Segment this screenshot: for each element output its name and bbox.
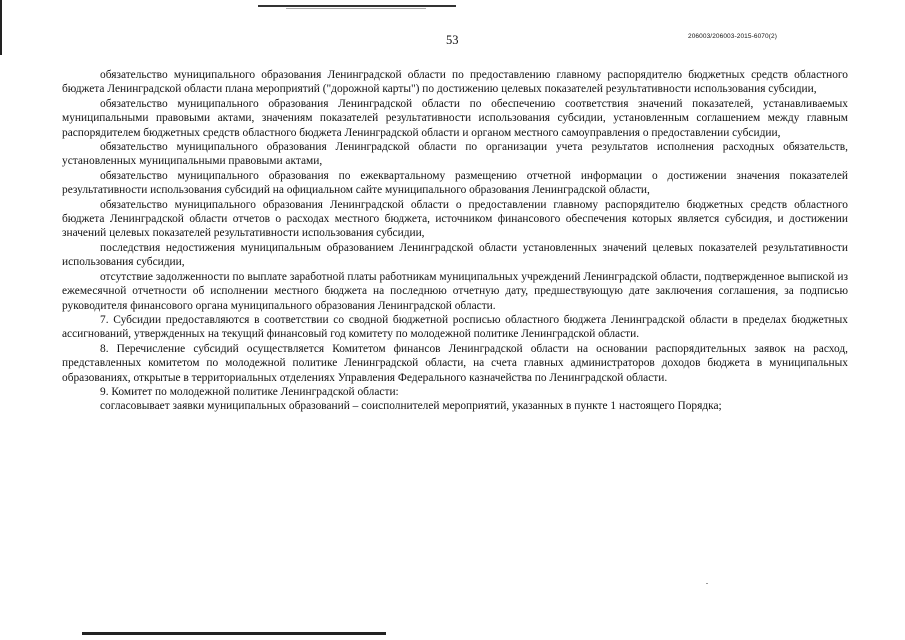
paragraph-item-9: 9. Комитет по молодежной политике Ленинградской области: bbox=[100, 385, 399, 398]
scan-speck bbox=[706, 583, 708, 584]
paragraph-roadmap-obligation: обязательство муниципального образования Ленинградской области по предоставлению главному распорядителю бюджетных средств областного бюджета Ленинградской области плана мероприятий ("дорожной карты") по достижению целевых показателей результативности использования субсидии, bbox=[62, 69, 848, 96]
paragraph-no-wage-arrears: отсутствие задолженности по выплате заработной платы работникам муниципальных учреждений Ленинградской области, подтвержденное выпиской из ежемесячной отчетности об исполнении местного бюджета на последнюю отчетную дату, предшествующую дате заключения соглашения, за подписью руководителя финансового органа муниципального образования Ленинградской области. bbox=[62, 270, 848, 312]
scan-bottom-rule bbox=[82, 632, 386, 635]
paragraph-item-8: 8. Перечисление субсидий осуществляется Комитетом финансов Ленинградской области на основании распорядительных заявок на расход, представленных комитетом по молодежной политике Ленинградской области, на счета главных администраторов доходов бюджета в муниципальных образованиях, открытые в территориальных отделениях Управления Федерального казначейства по Ленинградской области. bbox=[62, 342, 848, 384]
page-number: 53 bbox=[446, 33, 459, 47]
paragraph-indicator-compliance: обязательство муниципального образования Ленинградской области по обеспечению соответствия значений показателей, устанавливаемых муниципальными правовыми актами, значениям показателей результативности использования субсидии, установленным соглашением между главным распорядителем бюджетных средств областного бюджета Ленинградской области и органом местного самоуправления о предоставлении субсидии, bbox=[62, 97, 848, 139]
paragraph-quarterly-publication: обязательство муниципального образования по ежеквартальному размещению отчетной информации о достижении значения показателей результативности использования субсидий на официальном сайте муниципального образования Ленинградской области, bbox=[62, 169, 848, 197]
scan-top-rule bbox=[258, 5, 456, 7]
paragraph-reporting-obligation: обязательство муниципального образования Ленинградской области о предоставлении главному распорядителю бюджетных средств областного бюджета Ленинградской области отчетов о расходах местного бюджета, источником финансового обеспечения которых является субсидия, и достижении значений целевых показателей результативности использования субсидии, bbox=[62, 198, 848, 240]
scan-top-rule-faint bbox=[286, 8, 426, 9]
document-code: 206003/206003-2015-6070(2) bbox=[688, 33, 777, 40]
paragraph-accounting-obligation: обязательство муниципального образования Ленинградской области по организации учета результатов исполнения расходных обязательств, установленных муниципальными правовыми актами, bbox=[62, 141, 848, 168]
paragraph-item-7: 7. Субсидии предоставляются в соответствии со сводной бюджетной росписью областного бюджета Ленинградской области в пределах бюджетных ассигнований, утвержденных на текущий финансовый год комитету по молодежной политике Ленинградской области. bbox=[62, 313, 848, 341]
paragraph-non-achievement-consequences: последствия недостижения муниципальным образованием Ленинградской области установленных значений целевых показателей результативности использования субсидии, bbox=[62, 241, 848, 269]
scan-left-edge-mark bbox=[0, 0, 2, 55]
document-body bbox=[62, 68, 848, 414]
paragraph-approve-applications: согласовывает заявки муниципальных образований – соисполнителей мероприятий, указанных в пункте 1 настоящего Порядка; bbox=[100, 400, 722, 413]
